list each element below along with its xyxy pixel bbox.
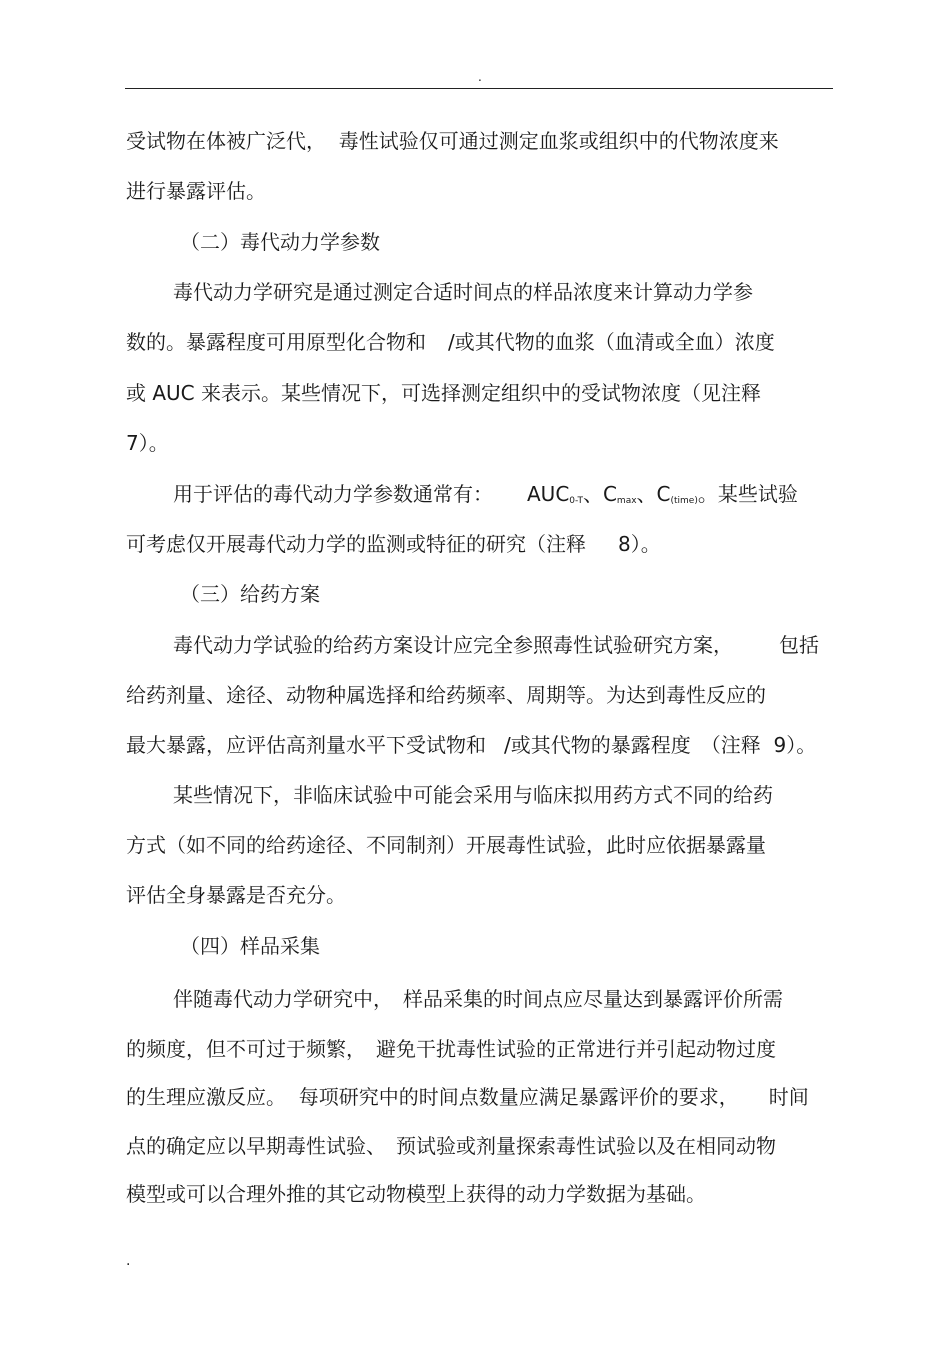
header-dot: .: [478, 70, 482, 84]
text-line: [126, 1133, 776, 1159]
text-segment: 伴随毒代动力学研究中，: [173, 987, 393, 1011]
text-segment: 毒代动力学试验的给药方案设计应完全参照毒性试验研究方案，: [173, 633, 733, 657]
text-line: [126, 732, 816, 758]
footer-dot: .: [126, 1253, 131, 1269]
text-segment: /或其代物的血浆（血清或全血）浓度: [448, 330, 775, 354]
text-line: 或 AUC 来表示。某些情况下，可选择测定组织中的受试物浓度（见注释: [126, 381, 761, 405]
text-line: 进行暴露评估。: [126, 179, 266, 203]
text-segment: 时间: [768, 1085, 809, 1109]
text-segment: 、C: [636, 482, 671, 506]
text-segment: /或其代物的暴露程度: [504, 733, 691, 757]
section-heading: （二）毒代动力学参数: [180, 230, 380, 254]
section-heading: （四）样品采集: [180, 934, 320, 958]
text-segment: 包括: [779, 633, 819, 657]
text-segment: 预试验或剂量探索毒性试验以及在相同动物: [396, 1134, 776, 1158]
text-segment: 。某些试验: [697, 482, 798, 506]
text-line: 给药剂量、途径、动物种属选择和给药频率、周期等。为达到毒性反应的: [126, 683, 766, 707]
text-line: 方式（如不同的给药途径、不同制剂）开展毒性试验，此时应依据暴露量: [126, 833, 766, 857]
text-segment: 避免干扰毒性试验的正常进行并引起动物过度: [376, 1037, 776, 1061]
text-segment: 8）。: [618, 532, 661, 556]
text-segment: 用于评估的毒代动力学参数通常有：: [173, 482, 493, 506]
section-heading: （三）给药方案: [180, 582, 320, 606]
text-line: [126, 1084, 809, 1110]
text-line: 7）。: [126, 431, 169, 455]
text-line: [126, 1036, 776, 1062]
text-line: [126, 531, 661, 557]
text-line: [173, 986, 783, 1012]
text-segment: 最大暴露，应评估高剂量水平下受试物和: [126, 733, 486, 757]
text-line: [126, 329, 775, 355]
text-segment: 的生理应激反应。 每项研究中的时间点数量应满足暴露评价的要求，: [126, 1085, 739, 1109]
param-cmax-subscript: max: [616, 496, 637, 506]
param-ctime-subscript: (time): [670, 496, 698, 506]
text-segment: （注释 9）。: [700, 733, 817, 757]
text-segment: 样品采集的时间点应尽量达到暴露评价所需: [403, 987, 783, 1011]
text-line: 受试物在体被广泛代， 毒性试验仅可通过测定血浆或组织中的代物浓度来: [126, 129, 779, 153]
param-auc: AUC: [527, 482, 570, 506]
text-segment: 点的确定应以早期毒性试验、: [126, 1134, 386, 1158]
text-line: 毒代动力学研究是通过测定合适时间点的样品浓度来计算动力学参: [173, 280, 753, 304]
text-line: 某些情况下，非临床试验中可能会采用与临床拟用药方式不同的给药: [173, 783, 773, 807]
text-segment: 的频度，但不可过于频繁，: [126, 1037, 366, 1061]
text-line: [173, 632, 819, 658]
param-auc-subscript: 0-T: [569, 496, 583, 506]
text-line: 评估全身暴露是否充分。: [126, 883, 346, 907]
text-segment: 可考虑仅开展毒代动力学的监测或特征的研究（注释: [126, 532, 586, 556]
header-rule: [125, 88, 833, 89]
text-line: 模型或可以合理外推的其它动物模型上获得的动力学数据为基础。: [126, 1182, 706, 1206]
text-segment: 、C: [582, 482, 617, 506]
text-line: [173, 481, 798, 507]
text-segment: 数的。暴露程度可用原型化合物和: [126, 330, 426, 354]
